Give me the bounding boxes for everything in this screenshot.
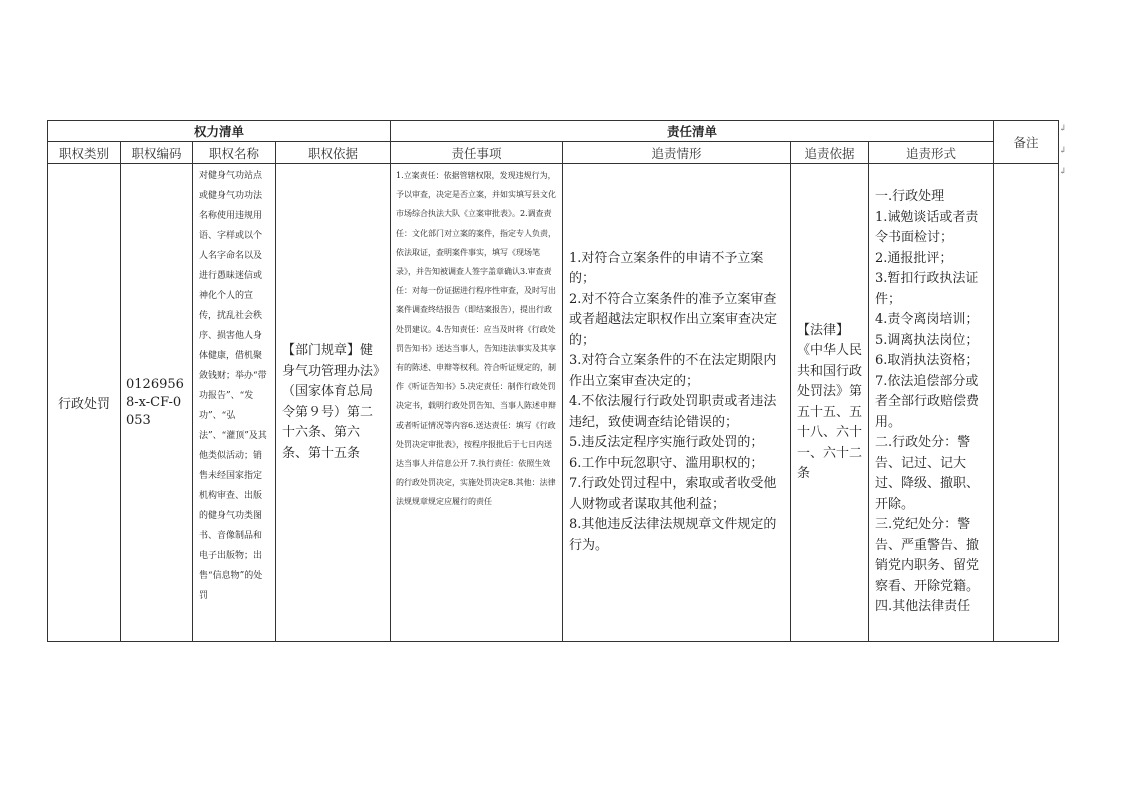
form-item: 三.党纪处分：警告、严重警告、撤销党内职务、留党察看、开除党籍。: [875, 517, 980, 594]
form-item: 一.行政处理: [875, 189, 945, 205]
table-row: [48, 164, 1059, 642]
cell-category: 行政处罚: [48, 164, 121, 642]
case-item: 1.对符合立案条件的申请不予立案的；: [569, 250, 764, 287]
cell-code: 01269568-x-CF-0053: [121, 164, 193, 642]
header-duty-items: 责任事项: [391, 142, 563, 164]
case-item: 4.不依法履行行政处罚职责或者违法违纪，致使调查结论错误的；: [569, 394, 777, 430]
form-item: 6.取消执法资格；: [875, 353, 979, 369]
case-item: 2.对不符合立案条件的准予立案审查或者超越法定职权作出立案审查决定的；: [569, 291, 778, 348]
case-item: 3.对符合立案条件的不在法定期限内作出立案审查决定的；: [569, 353, 777, 389]
case-item: 8.其他违反法律法规规章文件规定的行为。: [569, 517, 777, 553]
cell-accountability-basis: 【法律】《中华人民共和国行政处罚法》第五十五、五十八、六十一、六十二条: [791, 164, 869, 642]
section-header-row: [48, 121, 1059, 142]
form-item: 1.诫勉谈话或者责令书面检讨；: [875, 209, 979, 246]
cell-accountability-cases: [563, 164, 791, 642]
cell-accountability-forms: [869, 164, 994, 642]
header-name: 职权名称: [193, 142, 276, 164]
header-code: 职权编码: [121, 142, 193, 164]
form-item: 4.责令离岗培训；: [875, 312, 979, 328]
power-duty-table: [47, 120, 1059, 642]
header-accountability-forms: 追责形式: [869, 142, 994, 164]
form-item: 四.其他法律责任: [875, 599, 971, 615]
form-item: 二.行政处分：警告、记过、记大过、降级、撤职、开除。: [875, 435, 980, 512]
form-item: 2.通报批评；: [875, 250, 953, 266]
paragraph-mark: ↲: [1059, 124, 1067, 134]
cell-name: 对健身气功站点或健身气功功法名称使用违规用语、字样或以个人名字命名以及进行愚昧迷信或神化个人的宣传，扰乱社会秩序、损害他人身体健康，借机聚敛钱财；举办“带功报告”、“发功”、“弘法”、“灌顶”及其他类似活动；销售未经国家指定机构审查、出版的健身气功类图书、音像制品和电子出版物；出售“信息物”的处罚: [193, 164, 276, 642]
case-item: 6.工作中玩忽职守、滥用职权的；: [569, 455, 764, 471]
paragraph-mark: ↲: [1059, 146, 1067, 156]
paragraph-mark: ↲: [1059, 167, 1067, 177]
remark-header: 备注: [994, 121, 1059, 164]
case-item: 7.行政处罚过程中，索取或者收受他人财物或者谋取其他利益；: [569, 476, 777, 512]
header-category: 职权类别: [48, 142, 121, 164]
header-accountability-basis: 追责依据: [791, 142, 869, 164]
cell-duty-items: 1.立案责任：依据管辖权限，发现违规行为，予以审查，决定是否立案，并如实填写县文化市场综合执法大队《立案审批表》。2.调查责任：文化部门对立案的案件，指定专人负责，依法取证，查明案件事实，填写《现场笔录》，并告知被调查人签字盖章确认3.审查责任：对每一份证据进行程序性审查，及时写出案件调查终结报告（即结案报告），提出行政处罚建议。4.告知责任：应当及时将《行政处罚告知书》送达当事人，告知违法事实及其享有的陈述、申辩等权利。符合听证规定的，制作《听证告知书》5.决定责任：制作行政处罚决定书，载明行政处罚告知、当事人陈述申辩或者听证情况等内容6.送达责任：填写《行政处罚决定审批表》，按程序报批后于七日内送达当事人并信息公开 7.执行责任：依照生效的行政处罚决定，实施处罚决定8.其他：法律法规规章规定应履行的责任: [391, 164, 563, 642]
cell-basis: 【部门规章】健身气功管理办法》（国家体育总局令第９号）第二十六条、第六条、第十五条: [276, 164, 391, 642]
form-item: 7.依法追偿部分或者全部行政赔偿费用。: [875, 373, 980, 430]
cell-remark: [994, 164, 1059, 642]
form-item: 3.暂扣行政执法证件；: [875, 271, 979, 307]
power-list-header: 权力清单: [48, 121, 391, 142]
header-basis: 职权依据: [276, 142, 391, 164]
column-header-row: [48, 142, 1059, 164]
header-accountability-cases: 追责情形: [563, 142, 791, 164]
case-item: 5.违反法定程序实施行政处罚的；: [569, 435, 764, 451]
duty-list-header: 责任清单: [391, 121, 994, 142]
form-item: 5.调离执法岗位；: [875, 332, 979, 348]
